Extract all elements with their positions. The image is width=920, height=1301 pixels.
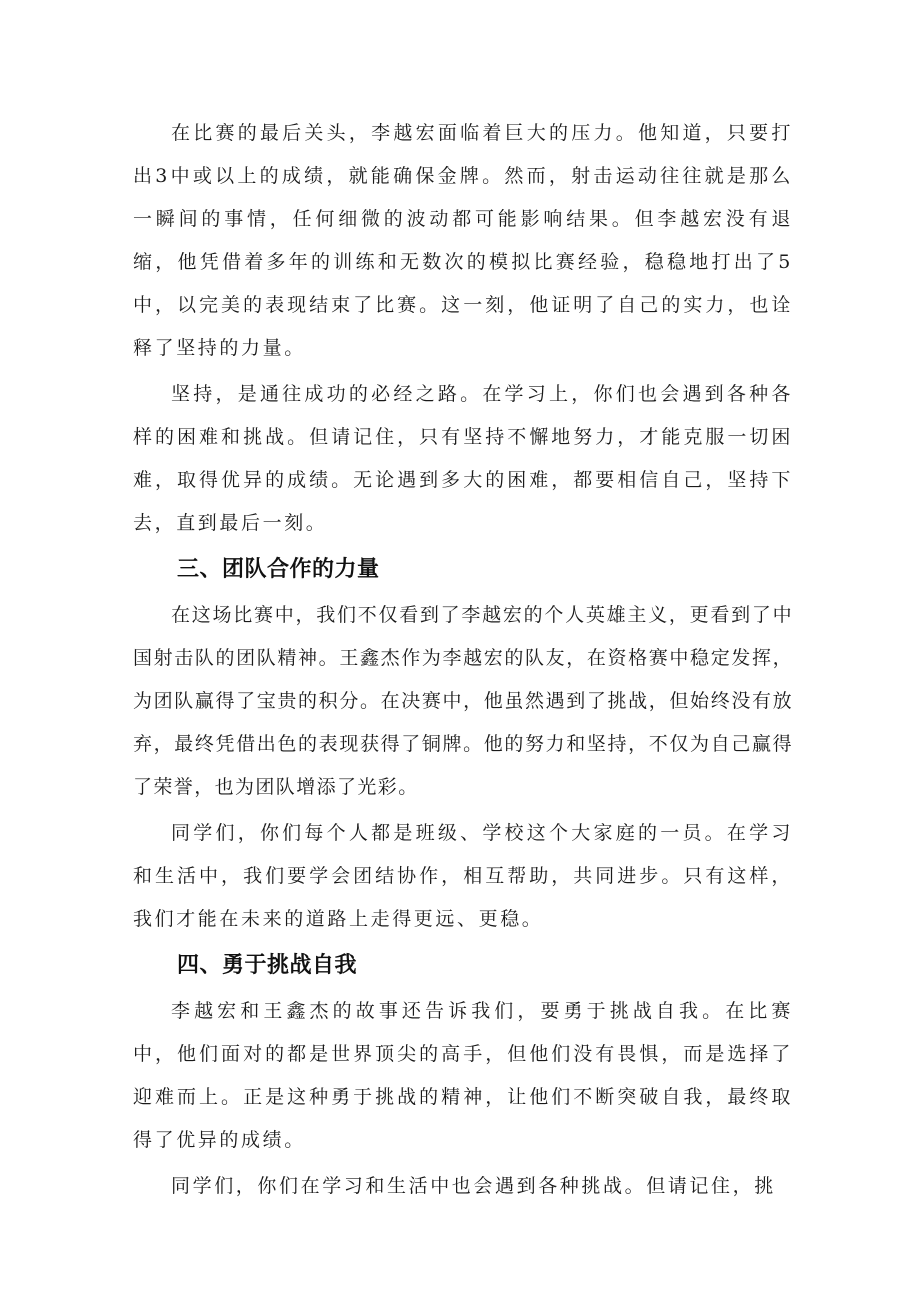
section-heading: 四、勇于挑战自我 [177,953,358,978]
paragraph: 在这场比赛中，我们不仅看到了李越宏的个人英雄主义，更看到了中国射击队的团队精神。王鑫杰作为李越宏的队友，在资格赛中稳定发挥，为团队赢得了宝贵的积分。在决赛中，他虽然遇到了挑战，但始终没有放弃，最终凭借出色的表现获得了铜牌。他的努力和坚持，不仅为自己赢得了荣誉，也为团队增添了光彩。 [133,604,793,798]
paragraph: 同学们，你们每个人都是班级、学校这个大家庭的一员。在学习和生活中，我们要学会团结协作，相互帮助，共同进步。只有这样，我们才能在未来的道路上走得更远、更稳。 [133,822,793,930]
paragraph: 坚持，是通往成功的必经之路。在学习上，你们也会遇到各种各样的困难和挑战。但请记住，只有坚持不懈地努力，才能克服一切困难，取得优异的成绩。无论遇到多大的困难，都要相信自己，坚持下去，直到最后一刻。 [133,383,793,534]
paragraph: 在比赛的最后关头，李越宏面临着巨大的压力。他知道，只要打出3中或以上的成绩，就能确保金牌。然而，射击运动往往就是那么一瞬间的事情，任何细微的波动都可能影响结果。但李越宏没有退缩，他凭借着多年的训练和无数次的模拟比赛经验，稳稳地打出了5中，以完美的表现结束了比赛。这一刻，他证明了自己的实力，也诠释了坚持的力量。 [133,122,793,359]
paragraph: 李越宏和王鑫杰的故事还告诉我们，要勇于挑战自我。在比赛中，他们面对的都是世界顶尖的高手，但他们没有畏惧，而是选择了迎难而上。正是这种勇于挑战的精神，让他们不断突破自我，最终取得了优异的成绩。 [133,1000,793,1151]
paragraph: 同学们，你们在学习和生活中也会遇到各种挑战。但请记住，挑 [171,1175,776,1197]
section-heading: 三、团队合作的力量 [177,557,380,582]
document-body [133,112,793,1211]
